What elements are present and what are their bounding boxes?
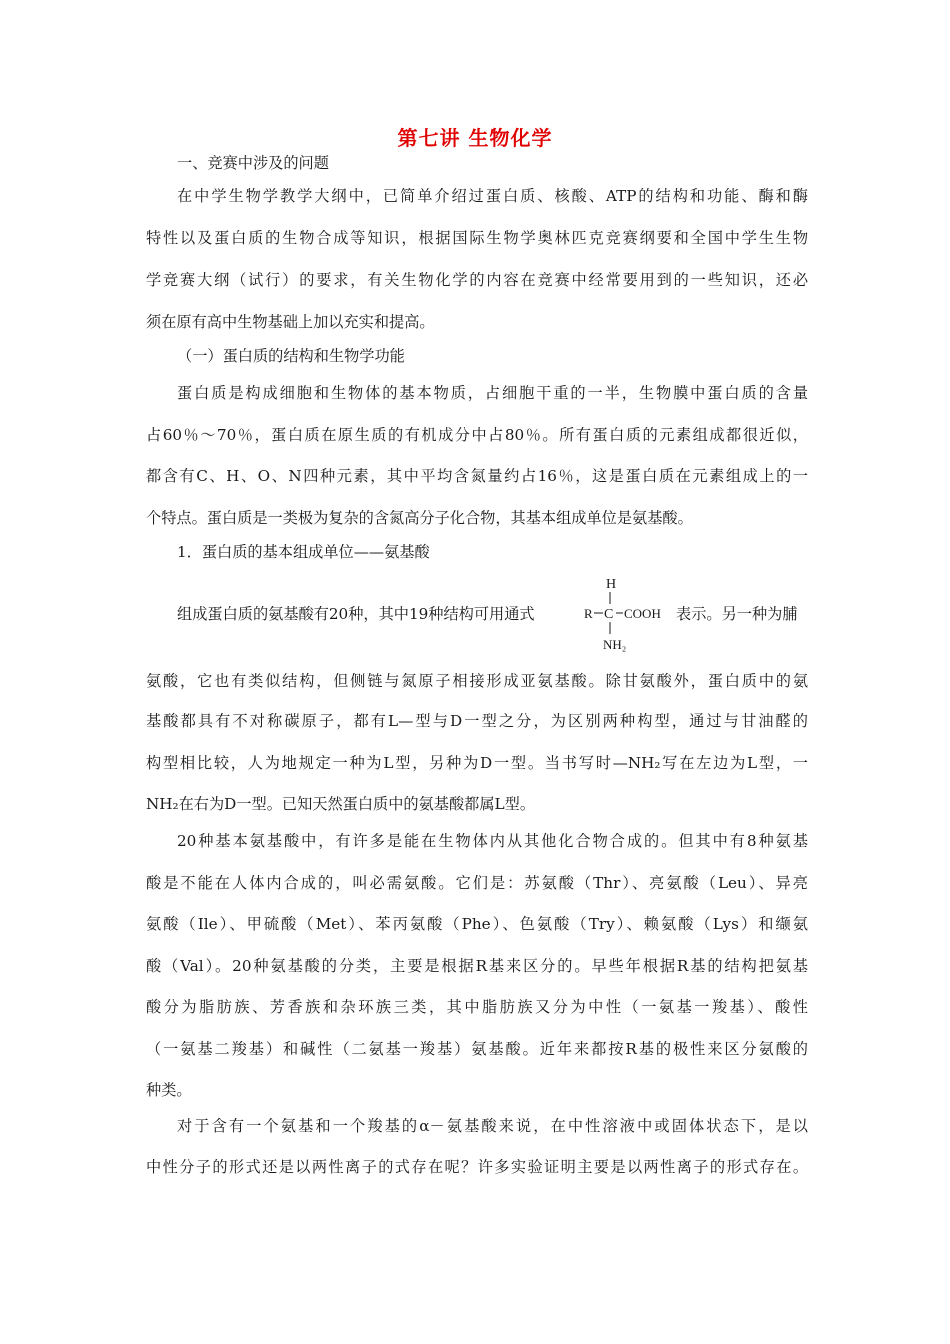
paragraph-line: 表示。另一种为脯	[676, 605, 798, 623]
paragraph-line: 蛋白质是构成细胞和生物体的基本物质，占细胞干重的一半，生物膜中蛋白质的含量	[177, 384, 808, 402]
paragraph-line: 占60％～70％，蛋白质在原生质的有机成分中占80％。所有蛋白质的元素组成都很近似，	[146, 426, 808, 444]
paragraph-line: 氨酸（Ile）、甲硫酸（Met）、苯丙氨酸（Phe）、色氨酸（Try）、赖氨酸（Lys）和缬氨	[146, 915, 808, 933]
formula-c: C	[604, 607, 614, 622]
paragraph-line: 中性分子的形式还是以两性离子的式存在呢？许多实验证明主要是以两性离子的形式存在。	[146, 1158, 808, 1176]
paragraph-line: 20种基本氨基酸中，有许多是能在生物体内从其他化合物合成的。但其中有8种氨基	[177, 832, 808, 850]
paragraph-line: 酸（Val）。20种氨基酸的分类，主要是根据R基来区分的。早些年根据R基的结构把氨基	[146, 957, 808, 975]
formula-nh2: NH₂	[603, 637, 627, 652]
paragraph-line: 学竞赛大纲（试行）的要求，有关生物化学的内容在竞赛中经常要用到的一些知识，还必	[146, 271, 808, 289]
formula-r: R	[584, 606, 593, 621]
paragraph-line: 在中学生物学教学大纲中，已简单介绍过蛋白质、核酸、ATP的结构和功能、酶和酶	[177, 187, 808, 205]
paragraph-line: 个特点。蛋白质是一类极为复杂的含氮高分子化合物，其基本组成单位是氨基酸。	[146, 509, 693, 527]
amino-acid-formula	[583, 572, 673, 654]
paragraph-line: 组成蛋白质的氨基酸有20种，其中19种结构可用通式	[177, 605, 535, 623]
paragraph-line: 构型相比较，人为地规定一种为L型，另种为D一型。当书写时—NH₂写在左边为L型，一	[146, 754, 808, 772]
paragraph-line: 对于含有一个氨基和一个羧基的α－氨基酸来说，在中性溶液中或固体状态下，是以	[177, 1117, 808, 1135]
subsection-heading: （一）蛋白质的结构和生物学功能	[177, 347, 405, 365]
formula-h: H	[606, 577, 617, 592]
paragraph-line: 特性以及蛋白质的生物合成等知识，根据国际生物学奥林匹克竞赛纲要和全国中学生生物	[146, 229, 808, 247]
paragraph-line: 都含有C、H、O、N四种元素，其中平均含氮量约占16％，这是蛋白质在元素组成上的一	[146, 467, 808, 485]
paragraph-line: 酸是不能在人体内合成的，叫必需氨酸。它们是：苏氨酸（Thr）、亮氨酸（Leu）、异亮	[146, 874, 808, 892]
subsection-heading: 1．蛋白质的基本组成单位——氨基酸	[177, 543, 430, 561]
paragraph-line: （一氨基二羧基）和碱性（二氨基一羧基）氨基酸。近年来都按R基的极性来区分氨酸的	[146, 1040, 808, 1058]
section-heading: 一、竞赛中涉及的问题	[177, 154, 329, 172]
paragraph-line: 酸分为脂肪族、芳香族和杂环族三类，其中脂肪族又分为中性（一氨基一羧基）、酸性	[146, 998, 808, 1016]
paragraph-line: 须在原有高中生物基础上加以充实和提高。	[146, 313, 435, 331]
page-title: 第七讲 生物化学	[397, 126, 553, 150]
paragraph-line: NH₂在右为D一型。已知天然蛋白质中的氨基酸都属L型。	[146, 795, 536, 813]
paragraph-line: 基酸都具有不对称碳原子，都有L—型与D一型之分，为区别两种构型，通过与甘油醛的	[146, 712, 808, 730]
paragraph-line: 氨酸，它也有类似结构，但侧链与氮原子相接形成亚氨基酸。除甘氨酸外，蛋白质中的氨	[146, 672, 808, 690]
formula-cooh: COOH	[624, 606, 661, 621]
paragraph-line: 种类。	[146, 1081, 192, 1099]
